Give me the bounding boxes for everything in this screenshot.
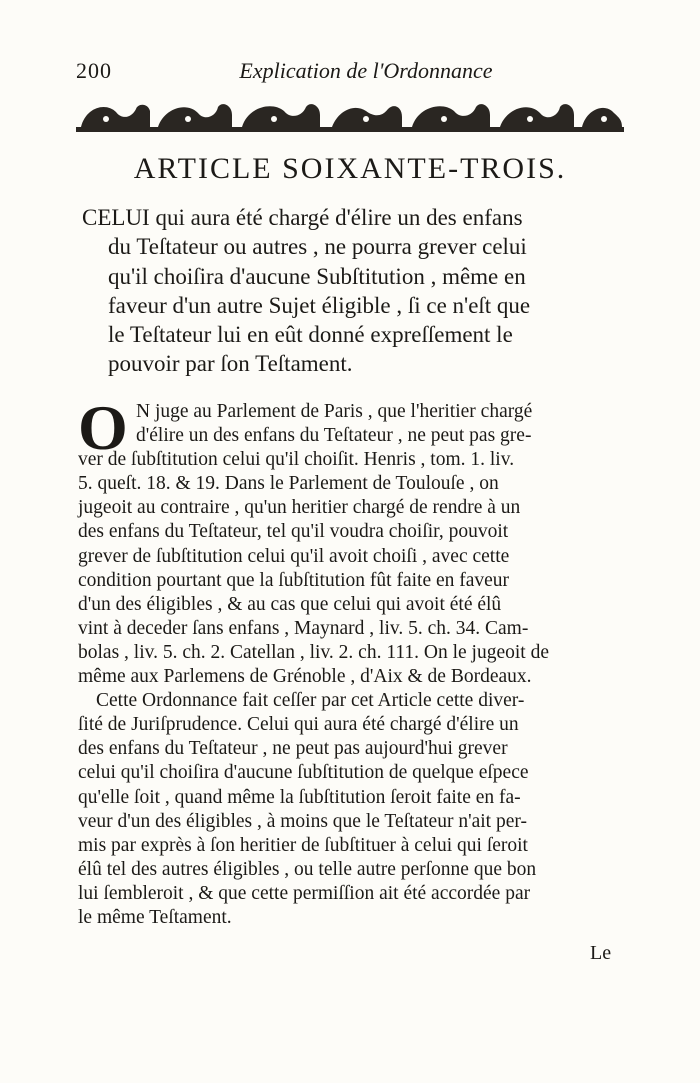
commentary-line: grever de ſubſtitution celui qu'il avoit choiſi , avec cette [78,545,510,567]
commentary-line: d'un des éligibles , & au cas que celui qui avoit été élû [78,593,502,615]
running-title: Explication de l'Ordonnance [239,58,493,83]
article-text [82,203,616,379]
commentary-line: qu'elle ſoit , quand même la ſubſtitution ſeroit faite en fa- [78,786,521,808]
commentary-line: élû tel des autres éligibles , ou telle autre perſonne que bon [78,858,537,880]
ornamental-headband-icon [76,97,624,137]
page-number: 200 [76,58,112,83]
commentary-line: ſité de Juriſprudence. Celui qui aura été chargé d'élire un [78,714,519,736]
drop-cap: O [78,392,128,463]
article-line: pouvoir par ſon Teſtament. [108,351,353,377]
page-header [76,58,626,88]
commentary-line: condition pourtant que la ſubſtitution fût faite en faveur [78,569,510,591]
commentary-line: jugeoit au contraire , qu'un heritier chargé de rendre à un [78,497,521,519]
commentary-line: 5. queſt. 18. & 19. Dans le Parlement de Toulouſe , on [78,473,499,495]
catchword: Le [590,942,612,964]
commentary-line: d'élire un des enfans du Teſtateur , ne peut pas gre- [136,425,532,447]
commentary-line: ver de ſubſtitution celui qu'il choiſit. Henris , tom. 1. liv. [78,449,515,471]
commentary-line: même aux Parlemens de Grénoble , d'Aix & de Bordeaux. [78,666,532,688]
article-line: faveur d'un autre Sujet éligible , ſi ce n'eſt que [108,292,531,318]
commentary-line: veur d'un des éligibles , à moins que le Teſtateur n'ait per- [78,810,527,832]
commentary-line: celui qu'il choiſira d'aucune ſubſtitution de quelque eſpece [78,762,529,784]
commentary-line: des enfans du Teſtateur , ne peut pas aujourd'hui grever [78,738,508,760]
article-line: du Teſtateur ou autres , ne pourra grever celui [108,234,527,260]
commentary-line: N juge au Parlement de Paris , que l'heritier chargé [136,401,533,422]
commentary-text [78,392,618,930]
commentary-line: mis par exprès à ſon heritier de ſubſtituer à celui qui ſeroit [78,834,528,856]
article-line: CELUI qui aura été chargé d'élire un des enfans [82,205,523,230]
commentary-line: bolas , liv. 5. ch. 2. Catellan , liv. 2. ch. 111. On le jugeoit de [78,641,549,663]
commentary-line: des enfans du Teſtateur, tel qu'il voudra choiſir, pouvoit [78,521,509,543]
commentary-line: le même Teſtament. [78,906,232,928]
article-line: le Teſtateur lui en eût donné expreſſement le [108,322,513,348]
article-line: qu'il choiſira d'aucune Subſtitution , même en [108,263,526,289]
commentary-line: lui ſembleroit , & que cette permiſſion ait été accordée par [78,882,531,904]
commentary-line: Cette Ordonnance fait ceſſer par cet Article cette diver- [96,690,525,712]
article-title: ARTICLE SOIXANTE-TROIS. [133,152,567,185]
commentary-line: vint à deceder ſans enfans , Maynard , liv. 5. ch. 34. Cam- [78,617,529,639]
